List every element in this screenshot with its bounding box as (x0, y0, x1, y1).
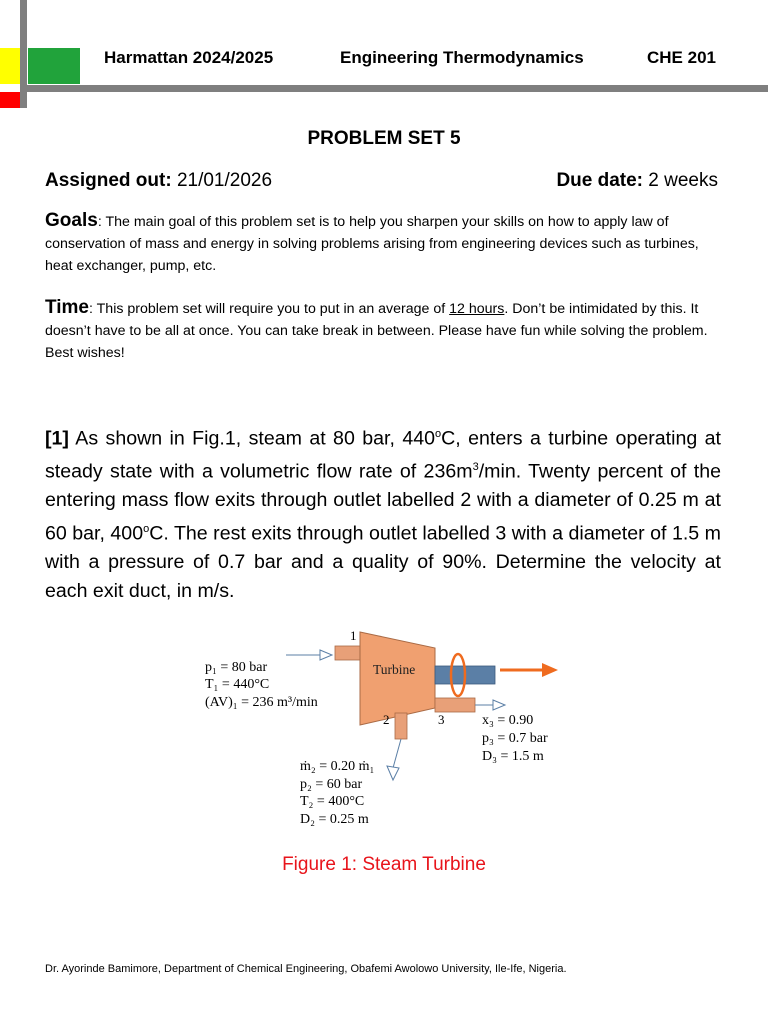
time-label: Time (45, 297, 90, 318)
outlet2-temperature: T₂ = 400°C (300, 794, 365, 809)
inlet-pressure: p₁ = 80 bar (205, 660, 268, 675)
cube-sup: 3 (472, 461, 479, 474)
outlet2-arrow-line (393, 739, 401, 768)
power-arrow-head (542, 663, 558, 677)
figure-caption: Figure 1: Steam Turbine (282, 854, 486, 875)
problem-number: [1] (45, 427, 69, 450)
outlet3-arrow-head (493, 700, 505, 710)
problem-text-4: C. The rest exits through outlet labelled 3 with a diameter of 1.5 m with a pressure of 0.7 bar and a quality of 90%. Determine the velocity at each exit duct, in m/s. (45, 522, 721, 602)
outlet2-arrow-head (387, 766, 399, 780)
goals-paragraph (45, 210, 721, 277)
degree-sup-1: o (435, 428, 442, 440)
outlet2-pipe (395, 713, 407, 739)
header-red-block (0, 92, 20, 108)
time-hours: 12 hours (449, 301, 505, 317)
assigned-date (45, 170, 272, 192)
turbine-label: Turbine (373, 662, 416, 677)
inlet-arrow-head (320, 650, 332, 660)
outlet3-pressure: p₃ = 0.7 bar (482, 731, 548, 746)
due-label: Due date: (556, 170, 644, 191)
outlet3-number-label: 3 (438, 712, 445, 727)
time-text-before: : This problem set will require you to put in an average of (89, 301, 450, 317)
inlet-temperature: T₁ = 440°C (205, 677, 270, 692)
turbine-body (360, 632, 435, 725)
degree-sup-2: o (143, 522, 150, 535)
outlet2-number-label: 2 (383, 712, 390, 727)
outlet3-pipe (435, 698, 475, 712)
due-date (556, 170, 718, 192)
outlet2-diameter: D₂ = 0.25 m (300, 812, 369, 827)
header-course-code: CHE 201 (647, 48, 716, 67)
time-text-after: . Don’t be intimidated by this. It doesn’t have to be all at once. You can take break in between. Please have fun while solving the problem. Best wishes! (45, 301, 708, 361)
problem-1 (45, 420, 721, 605)
goals-text: : The main goal of this problem set is to help you sharpen your skills on how to apply law of conservation of mass and energy in solving problems arising from engineering devices such as turbines, heat exchanger, pump, etc. (45, 214, 699, 274)
due-value: 2 weeks (648, 170, 718, 191)
outlet2-pressure: p₂ = 60 bar (300, 777, 363, 792)
page-title: PROBLEM SET 5 (307, 128, 461, 149)
outlet3-diameter: D₃ = 1.5 m (482, 749, 544, 764)
footer-author: Dr. Ayorinde Bamimore, Department of Chemical Engineering, Obafemi Awolowo University, Ile-Ife, Nigeria. (45, 963, 567, 975)
inlet-volumetric-flow: (AV)₁ = 236 m³/min (205, 695, 318, 710)
problem-text-3: /min. Twenty percent of the entering mass flow exits through outlet labelled 2 with a diameter of 0.25 m at 60 bar, 400 (45, 460, 721, 545)
inlet-number-label: 1 (350, 628, 357, 643)
problem-text-2: C, enters a turbine operating at steady state with a volumetric flow rate of 236m (45, 427, 721, 483)
inlet-pipe (335, 646, 363, 660)
assigned-value: 21/01/2026 (176, 170, 273, 191)
header-yellow-block (0, 48, 20, 84)
header-horizontal-rule (20, 85, 768, 92)
goals-label: Goals (45, 210, 98, 231)
header-semester: Harmattan 2024/2025 (104, 48, 274, 67)
header-course-title: Engineering Thermodynamics (340, 48, 584, 67)
outlet2-mass-flow: ṁ₂ = 0.20 ṁ₁ (300, 759, 375, 774)
turbine-figure (190, 620, 590, 840)
assigned-label: Assigned out: (45, 170, 172, 191)
problem-text-1: As shown in Fig.1, steam at 80 bar, 440 (68, 427, 436, 450)
header-green-block (28, 48, 80, 84)
outlet3-quality: x₃ = 0.90 (482, 713, 534, 728)
time-paragraph (45, 297, 721, 364)
